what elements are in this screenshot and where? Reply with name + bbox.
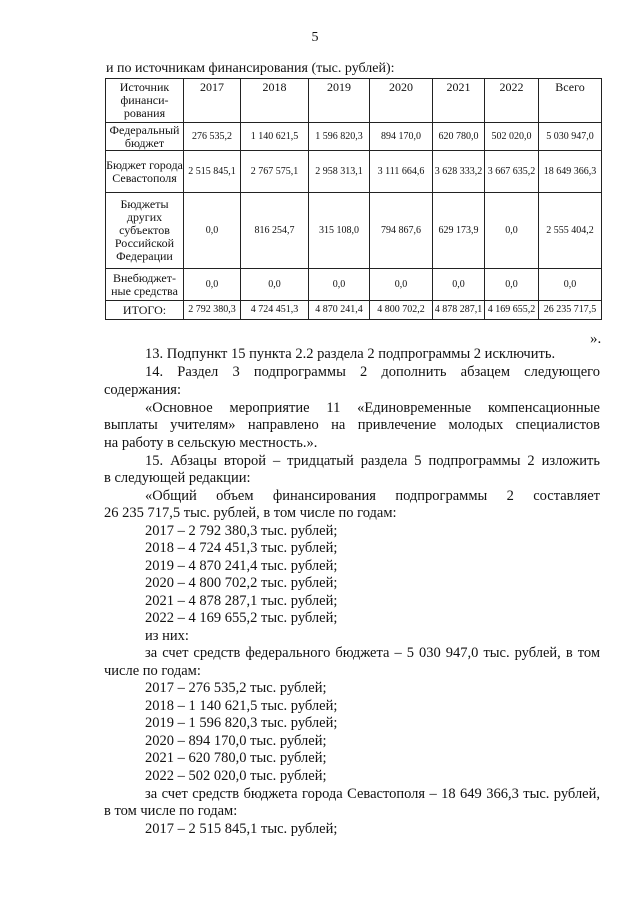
paragraph-line: за счет средств федерального бюджета – 5 030 947,0 тыс. рублей, в том xyxy=(145,645,600,661)
paragraph-line: выплаты учителям» направлено на привлечение молодых специалистов xyxy=(104,417,600,433)
paragraph-line: 14. Раздел 3 подпрограммы 2 дополнить абзацем следующего xyxy=(145,364,600,380)
table-cell: 816 254,7 xyxy=(241,193,309,269)
table-caption: и по источникам финансирования (тыс. рублей): xyxy=(106,61,395,76)
table-row xyxy=(106,193,602,269)
paragraph-line: содержания: xyxy=(104,382,182,398)
year-line: 2022 – 4 169 655,2 тыс. рублей; xyxy=(145,610,338,626)
table-cell: 4 878 287,1 xyxy=(433,301,485,320)
table-cell: 315 108,0 xyxy=(309,193,370,269)
table-cell: 0,0 xyxy=(370,269,433,301)
table-cell: 4 169 655,2 xyxy=(485,301,539,320)
paragraph-line: из них: xyxy=(145,628,189,644)
paragraph-line: в том числе по годам: xyxy=(104,803,238,819)
year-line: 2021 – 4 878 287,1 тыс. рублей; xyxy=(145,593,338,609)
table-row xyxy=(106,151,602,193)
row-source: ИТОГО: xyxy=(106,301,184,320)
paragraph-line: «Общий объем финансирования подпрограммы 2 составляет xyxy=(145,488,600,504)
table-cell: 0,0 xyxy=(485,193,539,269)
year-line: 2018 – 1 140 621,5 тыс. рублей; xyxy=(145,698,338,714)
table-cell: 0,0 xyxy=(184,193,241,269)
year-line: 2021 – 620 780,0 тыс. рублей; xyxy=(145,750,327,766)
table-cell: 2 958 313,1 xyxy=(309,151,370,193)
table-cell: 1 596 820,3 xyxy=(309,123,370,151)
year-line: 2019 – 1 596 820,3 тыс. рублей; xyxy=(145,715,338,731)
header-cell: 2020 xyxy=(370,79,433,123)
paragraph-line: 15. Абзацы второй – тридцатый раздела 5 подпрограммы 2 изложить xyxy=(145,453,600,469)
row-source: Внебюджет-ные средства xyxy=(106,269,184,301)
table-cell: 0,0 xyxy=(539,269,602,301)
table-cell: 3 111 664,6 xyxy=(370,151,433,193)
table-row xyxy=(106,269,602,301)
table-cell: 502 020,0 xyxy=(485,123,539,151)
table-cell: 2 792 380,3 xyxy=(184,301,241,320)
paragraph-line: «Основное мероприятие 11 «Единовременные компенсационные xyxy=(145,400,600,416)
table-row xyxy=(106,123,602,151)
header-cell: Всего xyxy=(539,79,602,123)
table-cell: 4 870 241,4 xyxy=(309,301,370,320)
closing-quote: ». xyxy=(590,331,602,347)
year-line: 2022 – 502 020,0 тыс. рублей; xyxy=(145,768,327,784)
year-line: 2017 – 2 792 380,3 тыс. рублей; xyxy=(145,523,338,539)
paragraph-line: 26 235 717,5 тыс. рублей, в том числе по годам: xyxy=(104,505,397,521)
table-cell: 3 628 333,2 xyxy=(433,151,485,193)
table-cell: 2 555 404,2 xyxy=(539,193,602,269)
paragraph-line: числе по годам: xyxy=(104,663,201,679)
table-cell: 794 867,6 xyxy=(370,193,433,269)
table-cell: 4 724 451,3 xyxy=(241,301,309,320)
paragraph-line: на работу в сельскую местность.». xyxy=(104,435,318,451)
row-source: Федеральный бюджет xyxy=(106,123,184,151)
year-line: 2019 – 4 870 241,4 тыс. рублей; xyxy=(145,558,338,574)
table-cell: 2 515 845,1 xyxy=(184,151,241,193)
header-cell: 2021 xyxy=(433,79,485,123)
page-number: 5 xyxy=(311,30,319,45)
year-line: 2020 – 894 170,0 тыс. рублей; xyxy=(145,733,327,749)
header-cell: 2019 xyxy=(309,79,370,123)
table-cell: 3 667 635,2 xyxy=(485,151,539,193)
table-cell: 0,0 xyxy=(485,269,539,301)
table-cell: 894 170,0 xyxy=(370,123,433,151)
year-line: 2017 – 2 515 845,1 тыс. рублей; xyxy=(145,821,338,837)
table-cell: 4 800 702,2 xyxy=(370,301,433,320)
table-header-row xyxy=(106,79,602,123)
table-cell: 26 235 717,5 xyxy=(539,301,602,320)
year-line: 2017 – 276 535,2 тыс. рублей; xyxy=(145,680,327,696)
table-cell: 1 140 621,5 xyxy=(241,123,309,151)
table-cell: 18 649 366,3 xyxy=(539,151,602,193)
paragraph-line: за счет средств бюджета города Севастополя – 18 649 366,3 тыс. рублей, xyxy=(145,786,600,802)
header-cell: 2018 xyxy=(241,79,309,123)
year-line: 2018 – 4 724 451,3 тыс. рублей; xyxy=(145,540,338,556)
table-cell: 629 173,9 xyxy=(433,193,485,269)
table-cell: 0,0 xyxy=(309,269,370,301)
row-source: Бюджеты других субъектов Российской Федерации xyxy=(106,193,184,269)
header-cell: 2022 xyxy=(485,79,539,123)
table-cell: 0,0 xyxy=(184,269,241,301)
header-cell: Источник финанси-рования xyxy=(106,79,184,123)
paragraph-line: 13. Подпункт 15 пункта 2.2 раздела 2 подпрограммы 2 исключить. xyxy=(145,346,556,362)
table-cell: 5 030 947,0 xyxy=(539,123,602,151)
year-line: 2020 – 4 800 702,2 тыс. рублей; xyxy=(145,575,338,591)
table-cell: 0,0 xyxy=(433,269,485,301)
paragraph-line: в следующей редакции: xyxy=(104,470,251,486)
header-cell: 2017 xyxy=(184,79,241,123)
row-source: Бюджет города Севастополя xyxy=(106,151,184,193)
table-cell: 620 780,0 xyxy=(433,123,485,151)
table-cell: 0,0 xyxy=(241,269,309,301)
table-total-row xyxy=(106,301,602,320)
financing-table xyxy=(105,78,602,320)
table-cell: 276 535,2 xyxy=(184,123,241,151)
table-cell: 2 767 575,1 xyxy=(241,151,309,193)
